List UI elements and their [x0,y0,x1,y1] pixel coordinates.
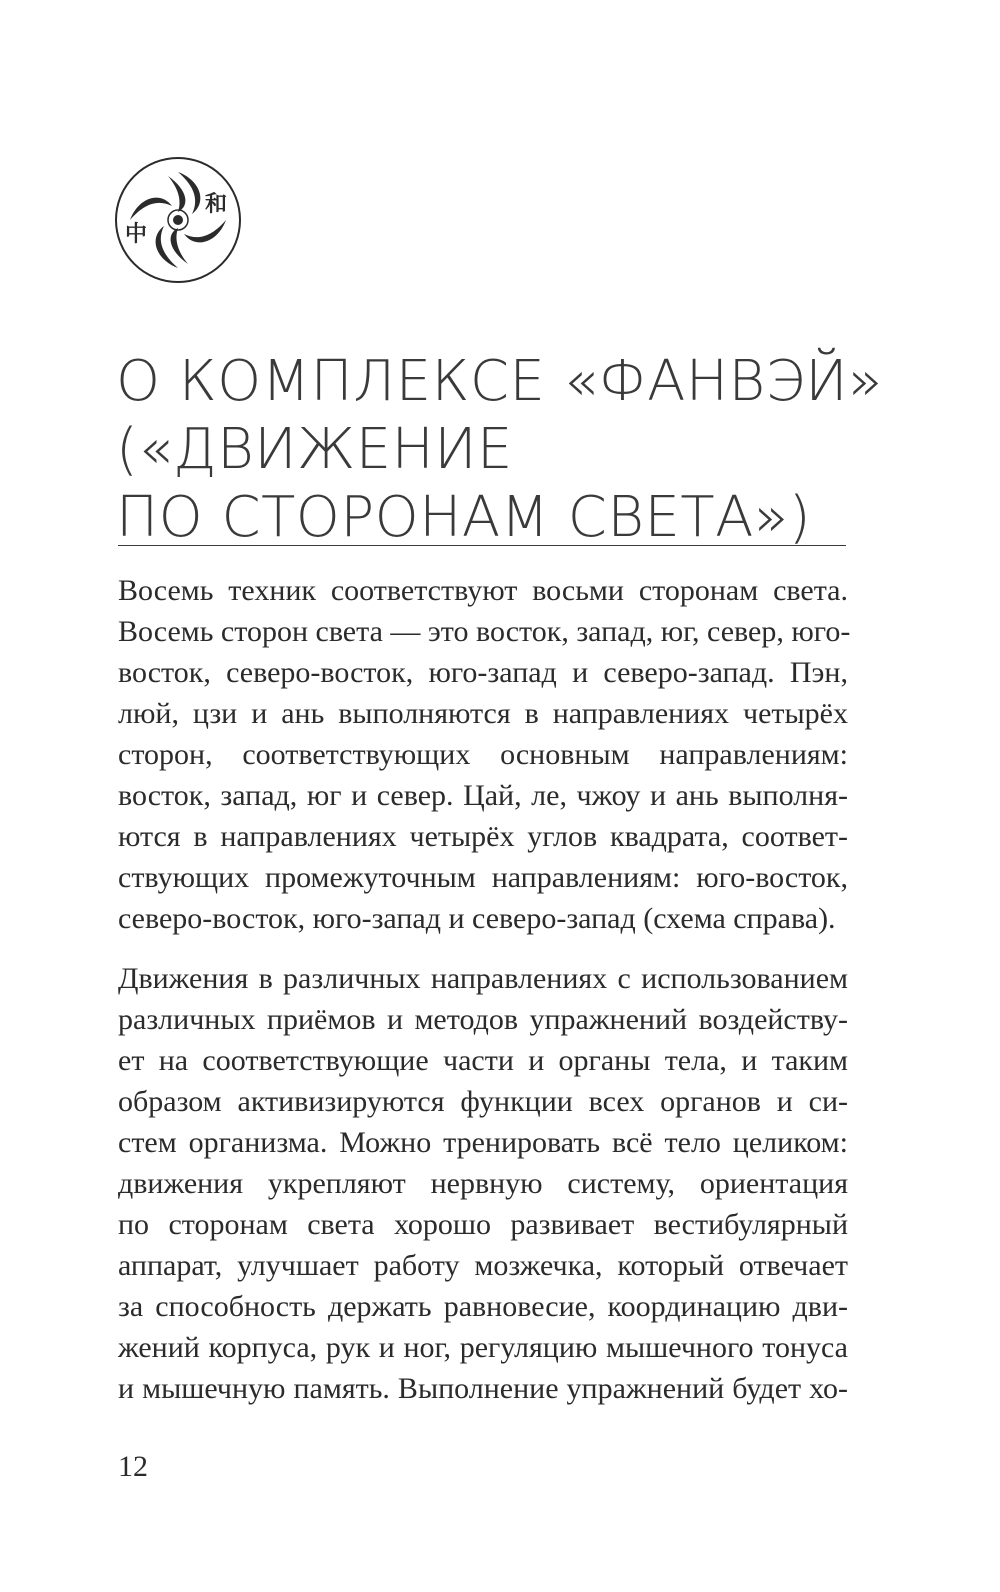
text-line: Восемь сторон света — это восток, запад, юг, север, юго- [118,615,851,648]
body-paragraph-1 [118,570,851,939]
text-line: стем организма. Можно тренировать всё тело целиком: [118,1126,848,1159]
text-line: различных приёмов и методов упражнений воздейству- [118,1003,848,1036]
heading-line: («ДВИЖЕНИЕ [116,417,513,482]
text-line: образом активизируются функции всех органов и си- [118,1085,848,1118]
text-line: и мышечную память. Выполнение упражнений будет хо- [118,1372,848,1405]
text-line: северо-восток, юго-запад и северо-запад (схема справа). [118,902,836,935]
taichi-emblem-icon [113,155,243,285]
text-line: восток, запад, юг и север. Цай, ле, чжоу и ань выполня- [118,779,848,812]
text-line: Восемь техник соответствуют восьми сторонам света. [118,574,848,607]
text-line: жений корпуса, рук и ног, регуляцию мышечного тонуса [118,1331,848,1364]
body-paragraph-2 [118,958,848,1409]
text-line: ются в направлениях четырёх углов квадрата, соответ- [118,820,848,853]
text-line: по сторонам света хорошо развивает вестибулярный [118,1208,848,1241]
page-number: 12 [118,1450,148,1483]
logo-glyph-left: 中 [125,222,148,247]
text-line: аппарат, улучшает работу мозжечка, который отвечает [118,1249,848,1282]
text-line: восток, северо-восток, юго-запад и северо-запад. Пэн, [118,656,848,689]
text-line: люй, цзи и ань выполняются в направлениях четырёх [118,697,848,730]
text-line: сторон, соответствующих основным направлениям: [118,738,848,771]
text-line: движения укрепляют нервную систему, ориентация [118,1167,848,1200]
heading-line: О КОМПЛЕКСЕ «ФАНВЭЙ» [116,349,883,414]
text-line: ствующих промежуточным направлениям: юго-восток, [118,861,848,894]
chapter-heading [116,348,883,552]
text-line: за способность держать равновесие, координацию дви- [118,1290,848,1323]
logo-glyph-right: 和 [205,192,228,217]
heading-line: ПО СТОРОНАМ СВЕТА») [116,485,812,550]
text-line: Движения в различных направлениях с использованием [118,962,848,995]
heading-divider [118,545,846,546]
text-line: ет на соответствующие части и органы тела, и таким [118,1044,848,1077]
